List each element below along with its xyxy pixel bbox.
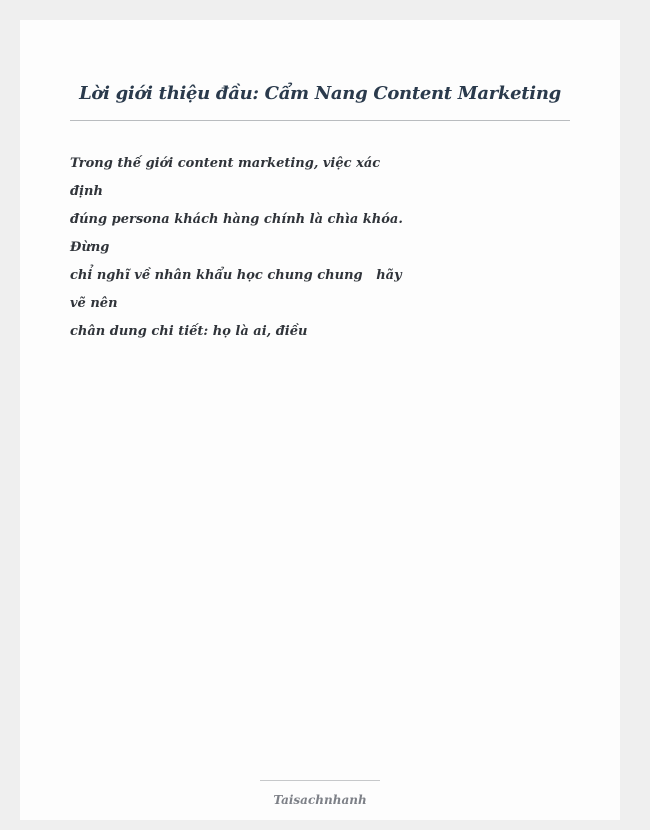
footer-divider	[260, 780, 380, 781]
body-line: đúng persona khách hàng chính là chìa khóa.	[70, 212, 403, 227]
body-line: định	[70, 184, 103, 199]
footer-brand: Taisachnhanh	[273, 793, 367, 807]
body-paragraph	[70, 150, 403, 346]
body-line: Đừng	[70, 240, 110, 255]
body-line: vẽ nên	[70, 296, 118, 311]
body-line: Trong thế giới content marketing, việc xác	[70, 156, 381, 171]
body-line: chân dung chi tiết: họ là ai, điều	[70, 324, 308, 339]
page-title: Lời giới thiệu đầu: Cẩm Nang Content Marketing	[79, 83, 561, 104]
document-page	[20, 20, 620, 820]
body-line: chỉ nghĩ về nhân khẩu học chung chung hãy	[70, 268, 402, 283]
title-divider	[70, 120, 570, 121]
